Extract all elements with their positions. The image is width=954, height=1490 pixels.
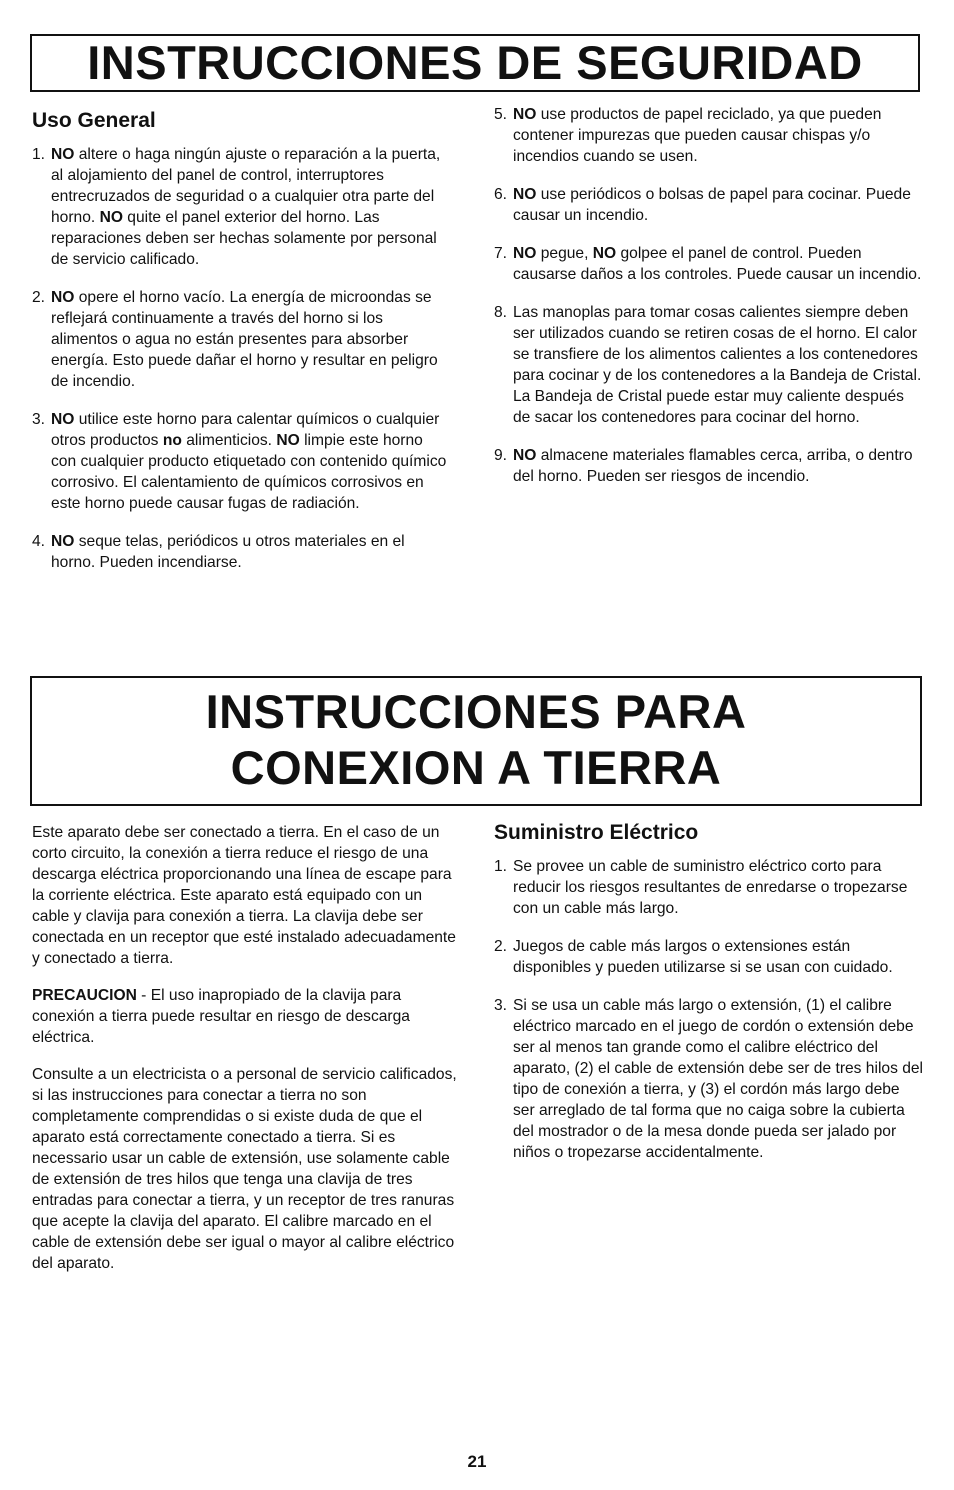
safety-list-left	[32, 144, 452, 573]
safety-column-right	[494, 104, 922, 504]
list-item-number: 6.	[494, 186, 508, 203]
list-item-text: NO utilice este horno para calentar químicos o cualquier otros productos no alimenticios. NO limpie este horno con cualquier producto etiquetado con contenido químico corrosivo. El calentamiento de químicos corrosivos en este horno puede causar fugas de radiación.	[51, 411, 447, 512]
list-item-text: Juegos de cable más largos o extensiones están disponibles y pueden utilizarse si se usan con cuidado.	[513, 938, 893, 976]
grounding-column-right	[494, 820, 924, 1180]
list-item	[494, 445, 922, 487]
list-item-text: Las manoplas para tomar cosas calientes siempre deben ser utilizados cuando se retiren cosas de el horno. El calor se transfiere de los alimentos calientes a los contenedores para cocinar y de los contenedores a la Bandeja de Cristal. La Bandeja de Cristal puede estar muy caliente después de sacar los contenedores para cocinar del horno.	[513, 304, 922, 426]
list-item-text: NO pegue, NO golpee el panel de control. Pueden causarse daños a los controles. Puede causar un incendio.	[513, 245, 922, 283]
list-item-text: NO altere o haga ningún ajuste o reparación a la puerta, al alojamiento del panel de control, interruptores entrecruzados de seguridad o a cualquier otra parte del horno. NO quite el panel exterior del horno. Las reparaciones deben ser hechas solamente por personal de servicio calificado.	[51, 146, 441, 268]
list-item	[32, 409, 452, 514]
list-item-text: NO almacene materiales flamables cerca, arriba, o dentro del horno. Pueden ser riesgos de incendio.	[513, 447, 913, 485]
list-item-text: NO use periódicos o bolsas de papel para cocinar. Puede causar un incendio.	[513, 186, 911, 224]
list-item-number: 3.	[494, 997, 508, 1014]
list-item-text: Si se usa un cable más largo o extensión, (1) el calibre eléctrico marcado en el juego de cordón o extensión debe ser al menos tan grande como el calibre eléctrico del aparato, (2) el cable de extensión debe ser de tres hilos del tipo de conexión a tierra, y (3) el cordón más largo debe ser arreglado de tal forma que no caiga sobre la cubierta del mostrador o de la mesa donde pueda ser jalado por niños o tropezarse accidentalmente.	[513, 997, 924, 1161]
list-item	[494, 184, 922, 226]
section-title-uso-general: Uso General	[32, 109, 156, 132]
precaution-paragraph: PRECAUCION - El uso inapropiado de la clavija para conexión a tierra puede resultar en riesgo de descarga eléctrica.	[32, 987, 410, 1046]
list-item-number: 3.	[32, 411, 46, 428]
page-number: 21	[467, 1452, 487, 1471]
list-item	[32, 287, 452, 392]
list-item-text: Se provee un cable de suministro eléctrico corto para reducir los riesgos resultantes de enredarse o tropezarse con un cable más largo.	[513, 858, 908, 917]
list-item-text: NO use productos de papel reciclado, ya que pueden contener impurezas que pueden causar chispas y/o incendios cuando se usen.	[513, 106, 882, 165]
list-item-text: NO opere el horno vacío. La energía de microondas se reflejará continuamente a través del horno si los alimentos o agua no están presentes para absorber energía. Esto puede dañar el horno y resultar en peligro de incendio.	[51, 289, 438, 390]
safety-list-right	[494, 104, 922, 487]
list-item-number: 2.	[494, 938, 508, 955]
section-title-suministro: Suministro Eléctrico	[494, 821, 699, 844]
grounding-paragraph: Este aparato debe ser conectado a tierra. En el caso de un corto circuito, la conexión a tierra reduce el riesgo de una descarga eléctrica proporcionando una línea de escape para la corriente eléctrica. Este aparato está equipado con un cable y clavija para conexión a tierra. La clavija debe ser conectada en un receptor que esté instalado adecuadamente y conectado a tierra.	[32, 824, 456, 967]
list-item	[494, 104, 922, 167]
list-item-number: 4.	[32, 533, 46, 550]
list-item	[494, 243, 922, 285]
list-item-number: 7.	[494, 245, 508, 262]
list-item-text: NO seque telas, periódicos u otros materiales en el horno. Pueden incendiarse.	[51, 533, 405, 571]
safety-column-left	[32, 108, 452, 590]
list-item	[494, 936, 924, 978]
supply-list	[494, 856, 924, 1163]
grounding-title-line2: CONEXION A TIERRA	[230, 741, 722, 794]
grounding-column-left	[32, 822, 460, 1290]
grounding-title-box	[30, 676, 922, 806]
list-item	[494, 302, 922, 428]
list-item	[32, 144, 452, 270]
safety-title: INSTRUCCIONES DE SEGURIDAD	[87, 36, 863, 89]
grounding-paragraph: Consulte a un electricista o a personal de servicio calificados, si las instrucciones para conectar a tierra no son completamente comprendidas o si existe duda de que el aparato está correctamente conectado a tierra. Si es necessario usar un cable de extensión, use solamente cable de extensión de tres hilos que tenga una clavija de tres entradas para conectar a tierra, y un receptor de tres ranuras que acepte la clavija del aparato. El calibre marcado en el cable de extensión debe ser igual o mayor al calibre eléctrico del aparato.	[32, 1066, 457, 1272]
list-item-number: 9.	[494, 447, 508, 464]
list-item-number: 5.	[494, 106, 508, 123]
list-item	[494, 856, 924, 919]
list-item	[32, 531, 452, 573]
list-item-number: 8.	[494, 304, 508, 321]
list-item-number: 1.	[494, 858, 508, 875]
list-item	[494, 995, 924, 1163]
list-item-number: 2.	[32, 289, 46, 306]
grounding-title-line1: INSTRUCCIONES PARA	[205, 685, 747, 738]
list-item-number: 1.	[32, 146, 46, 163]
safety-title-box	[30, 34, 920, 92]
